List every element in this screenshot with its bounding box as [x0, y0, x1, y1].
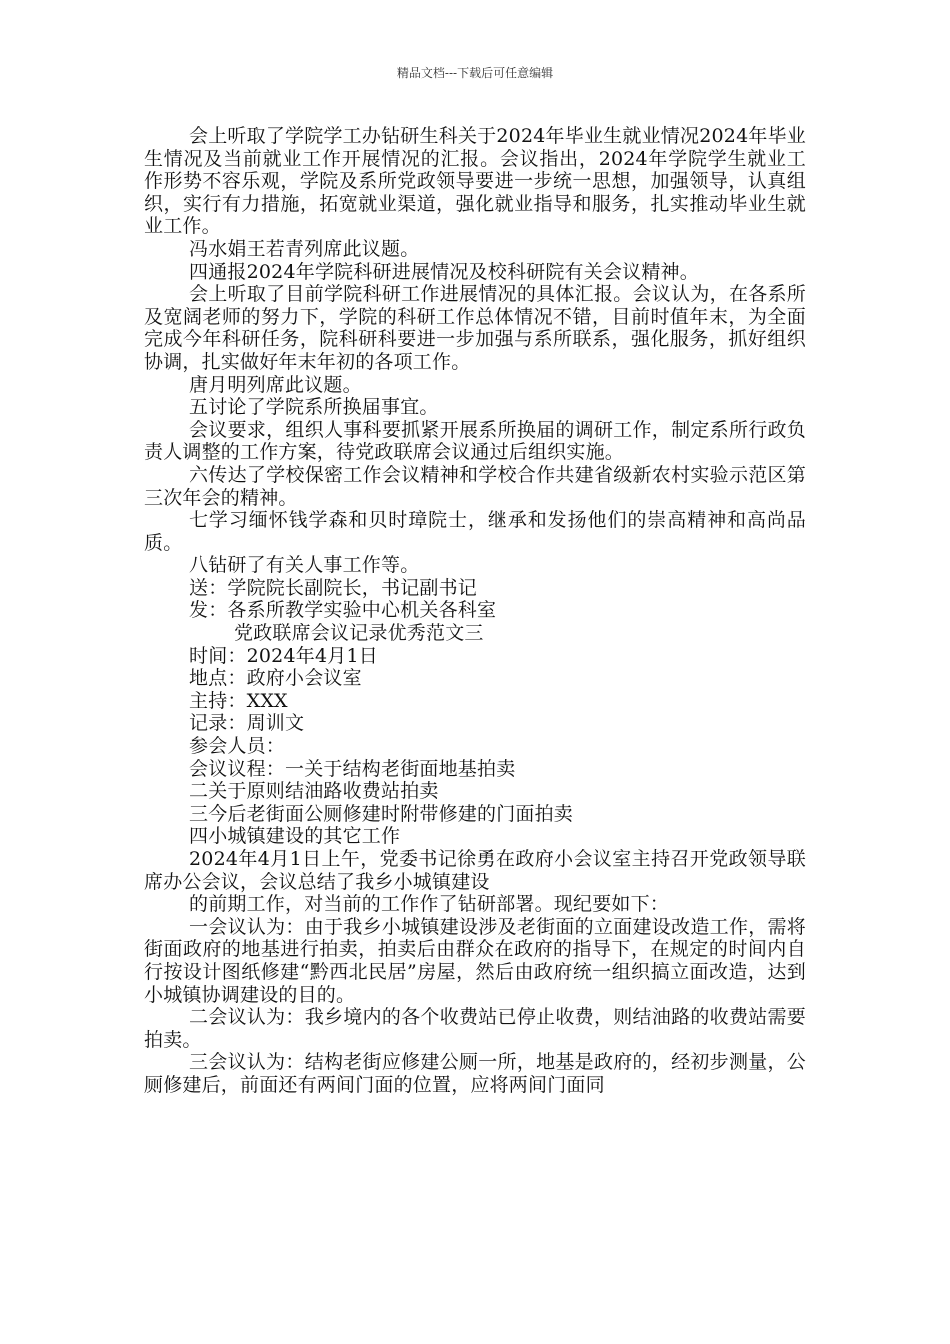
meta-participants: 参会人员：: [189, 735, 286, 758]
paragraph-distribute-to: 发：各系所教学实验中心机关各科室: [189, 599, 497, 622]
meta-agenda-2: 二关于原则结油路收费站拍卖: [189, 780, 439, 803]
paragraph-item-4: 四通报2024年学院科研进展情况及校科研院有关会议精神。: [189, 260, 699, 283]
document-body: [144, 125, 806, 1097]
paragraph-item-8: 八钻研了有关人事工作等。: [189, 554, 420, 577]
body-point-1: 一会议认为：由于我乡小城镇建设涉及老街面的立面建设改造工作，需将街面政府的地基进行拍卖，拍卖后由群众在政府的指导下，在规定的时间内自行按设计图纸修建“黔西北民居”房屋，然后由政府统一组织搞立面改造，达到小城镇协调建设的目的。: [144, 915, 806, 1006]
paragraph-meeting-requirement: 会议要求，组织人事科要抓紧开展系所换届的调研工作，制定系所行政负责人调整的工作方案，待党政联席会议通过后组织实施。: [144, 418, 806, 464]
meta-location: 地点：政府小会议室: [189, 667, 362, 690]
meta-agenda-4: 四小城镇建设的其它工作: [189, 825, 401, 848]
paragraph-attendees-1: 冯水娟王若青列席此议题。: [189, 237, 420, 260]
paragraph-item-7: 七学习缅怀钱学森和贝时璋院士，继承和发扬他们的崇高精神和高尚品质。: [144, 509, 806, 554]
meta-agenda-1: 会议议程：一关于结构老街面地基拍卖: [189, 757, 516, 780]
paragraph-item-6: 六传达了学校保密工作会议精神和学校合作共建省级新农村实验示范区第三次年会的精神。: [144, 463, 806, 509]
meta-agenda-3: 三今后老街面公厕修建时附带修建的门面拍卖: [189, 802, 574, 825]
paragraph-item-5: 五讨论了学院系所换届事宜。: [189, 396, 439, 419]
body-intro: 2024年4月1日上午，党委书记徐勇在政府小会议室主持召开党政领导联席办公会议，会议总结了我乡小城镇建设: [144, 848, 806, 893]
paragraph-research-report: 会上听取了目前学院科研工作进展情况的具体汇报。会议认为，在各系所及宽阔老师的努力下，学院的科研工作总体情况不错，目前时值年末，为全面完成今年科研任务，院科研科要进一步加强与系所联系，强化服务，抓好组织协调，扎实做好年末年初的各项工作。: [144, 283, 806, 373]
page-header: 精品文档---下载后可任意编辑: [396, 66, 554, 80]
body-point-3: 三会议认为：结构老街应修建公厕一所，地基是政府的，经初步测量，公厕修建后，前面还有两间门面的位置，应将两间门面同: [144, 1051, 806, 1096]
meta-recorder: 记录：周训文: [189, 712, 305, 735]
paragraph-attendees-2: 唐月明列席此议题。: [189, 373, 362, 396]
meta-host: 主持：XXX: [189, 689, 288, 712]
body-point-2: 二会议认为：我乡境内的各个收费站已停止收费，则结油路的收费站需要拍卖。: [144, 1006, 806, 1051]
paragraph-send-to: 送：学院院长副院长，书记副书记: [189, 576, 478, 599]
section-title: 党政联席会议记录优秀范文三: [234, 622, 484, 645]
meta-time: 时间：2024年4月1日: [189, 644, 378, 667]
paragraph-employment-report: 会上听取了学院学工办钻研生科关于2024年毕业生就业情况2024年毕业生情况及当前就业工作开展情况的汇报。会议指出，2024年学院学生就业工作形势不容乐观，学院及系所党政领导要进一步统一思想，加强领导，认真组织，实行有力措施，拓宽就业渠道，强化就业指导和服务，扎实推动毕业生就业工作。: [144, 125, 806, 238]
body-intro-continued: 的前期工作，对当前的工作作了钻研部署。现纪要如下：: [189, 893, 670, 916]
